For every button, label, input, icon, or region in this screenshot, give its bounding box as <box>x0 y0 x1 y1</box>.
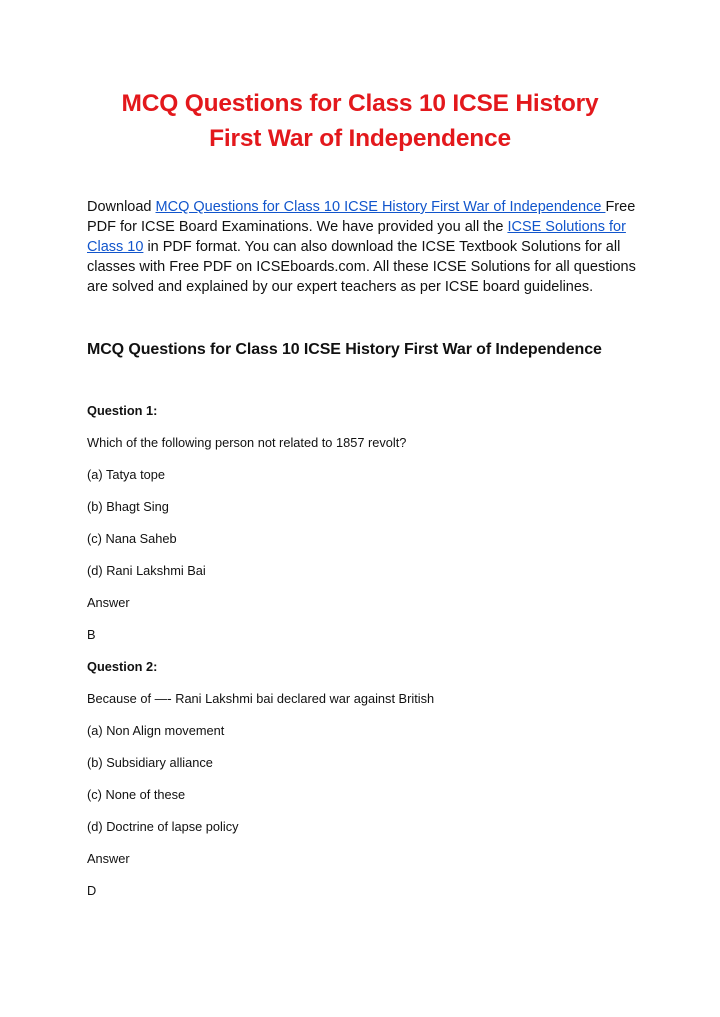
question-2-label: Question 2: <box>87 659 158 674</box>
question-1-text: Which of the following person not related to 1857 revolt? <box>87 435 407 450</box>
intro-text-2: Free PDF for ICSE Board Examinations. We have provided you all the <box>87 199 636 235</box>
question-1-option-a: (a) Tatya tope <box>87 467 166 482</box>
question-2-answer: D <box>87 883 97 898</box>
icse-solutions-link[interactable]: ICSE Solutions for Class 10 <box>87 219 626 255</box>
question-1-option-c: (c) Nana Saheb <box>87 531 177 546</box>
question-1-answer: B <box>87 627 96 642</box>
title-line-1: MCQ Questions for Class 10 ICSE History <box>121 90 599 117</box>
intro-prefix: Download <box>87 199 156 215</box>
question-1-option-b: (b) Bhagt Sing <box>87 499 169 514</box>
section-heading: MCQ Questions for Class 10 ICSE History First War of Independence <box>87 341 602 358</box>
question-1-option-d: (d) Rani Lakshmi Bai <box>87 563 206 578</box>
intro-paragraph <box>87 197 647 297</box>
question-1-answer-label: Answer <box>87 595 130 610</box>
question-2-option-c: (c) None of these <box>87 787 186 802</box>
question-1-label: Question 1: <box>87 403 158 418</box>
question-2-option-d: (d) Doctrine of lapse policy <box>87 819 239 834</box>
mcq-questions-link[interactable]: MCQ Questions for Class 10 ICSE History First War of Independence <box>155 199 606 215</box>
question-2-option-b: (b) Subsidiary alliance <box>87 755 213 770</box>
page-title <box>0 86 720 156</box>
question-2-answer-label: Answer <box>87 851 130 866</box>
question-2-text: Because of —- Rani Lakshmi bai declared war against British <box>87 691 435 706</box>
title-line-2: First War of Independence <box>209 125 511 152</box>
intro-text-3: in PDF format. You can also download the ICSE Textbook Solutions for all classes with Free PDF on ICSEboards.com. All these ICSE Solutions for all questions are solved and explained by our expert teachers as per ICSE board guidelines. <box>87 239 636 295</box>
question-2-option-a: (a) Non Align movement <box>87 723 225 738</box>
